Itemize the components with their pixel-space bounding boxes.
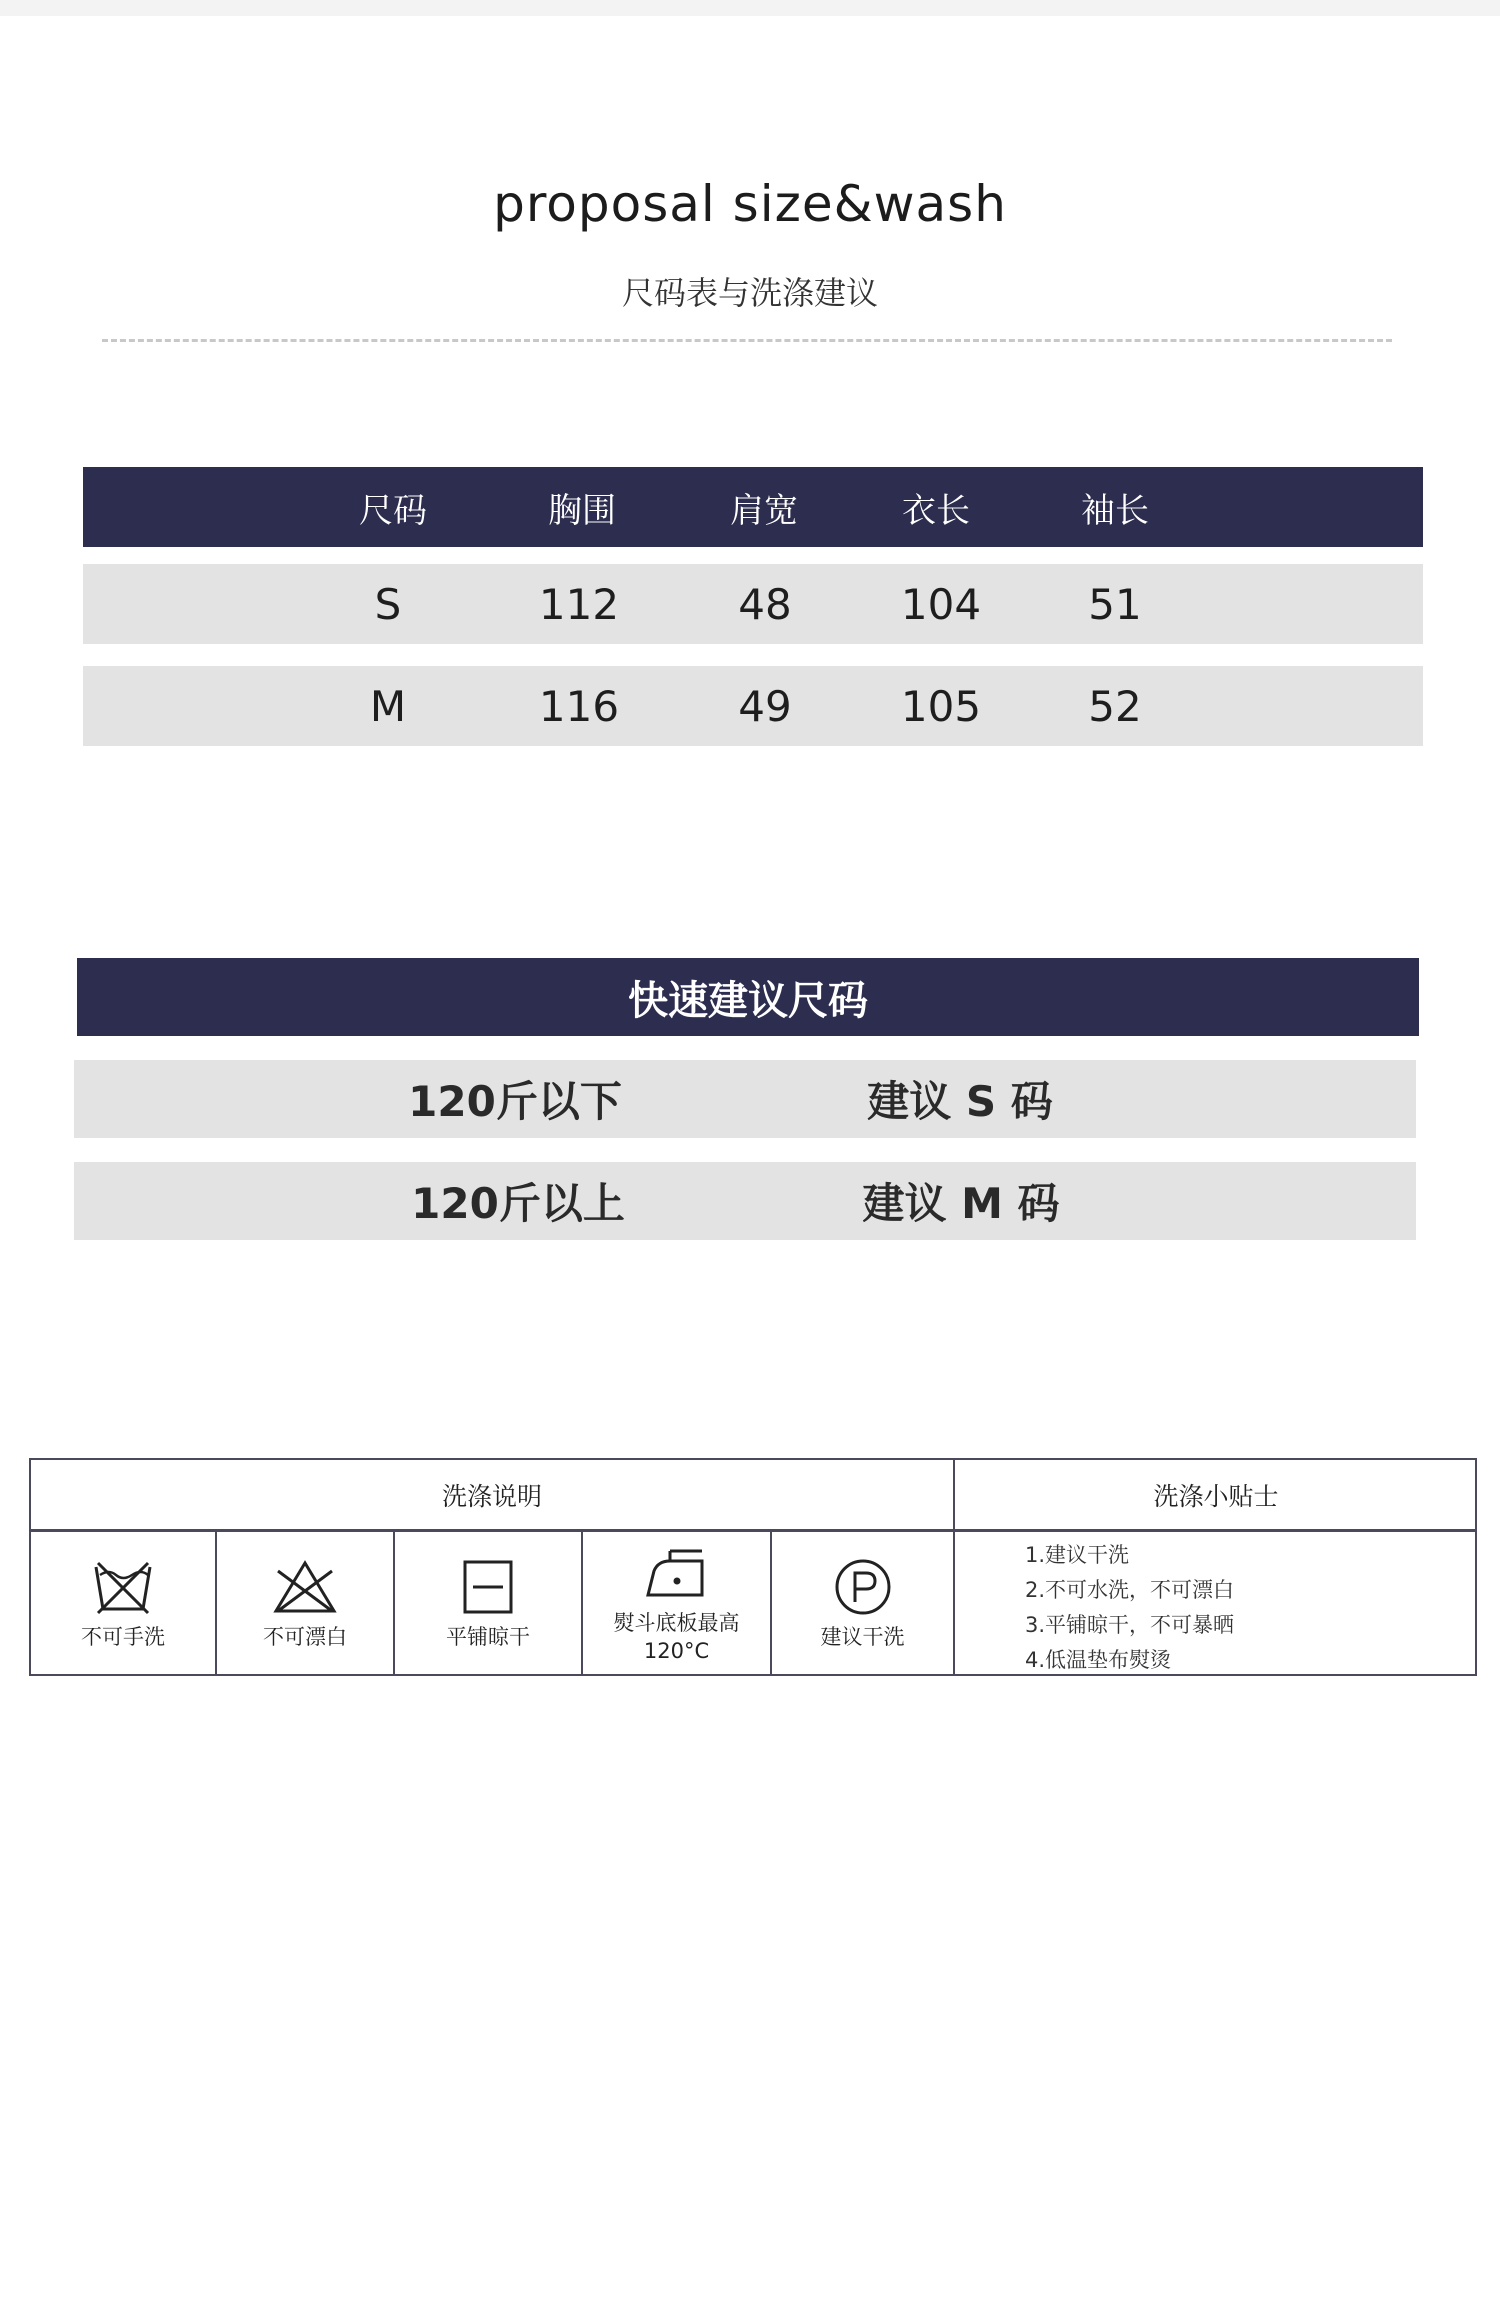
wash-tips-list xyxy=(1025,1538,1234,1678)
no-hand-wash-icon xyxy=(90,1557,156,1617)
dashed-divider xyxy=(102,339,1392,342)
table-row xyxy=(83,564,1423,644)
header-chest: 胸围 xyxy=(548,490,616,531)
top-strip xyxy=(0,0,1500,16)
header-length: 衣长 xyxy=(902,490,970,531)
header-shoulder: 肩宽 xyxy=(730,490,798,531)
table-cell: 51 xyxy=(1088,579,1142,629)
table-cell: 112 xyxy=(538,579,620,629)
wash-tip: 4.低温垫布熨烫 xyxy=(1025,1648,1172,1672)
wash-icon-label: 建议干洗 xyxy=(820,1625,905,1649)
table-cell: M xyxy=(369,681,407,731)
table-cell: S xyxy=(374,579,402,629)
wash-icon-cell xyxy=(772,1532,953,1676)
wash-instructions-title: 洗涤说明 xyxy=(441,1481,542,1511)
page-title: proposal size&wash xyxy=(493,175,1007,233)
wash-tip: 3.平铺晾干，不可暴晒 xyxy=(1025,1613,1235,1637)
wash-icon-label: 平铺晾干 xyxy=(446,1625,530,1649)
wash-icon-cell xyxy=(31,1532,215,1676)
quick-size-row xyxy=(74,1162,1416,1240)
quick-size-row xyxy=(74,1060,1416,1138)
wash-tips-title: 洗涤小贴士 xyxy=(1153,1481,1279,1511)
wash-tip: 2.不可水洗，不可漂白 xyxy=(1025,1578,1235,1602)
wash-tip: 1.建议干洗 xyxy=(1025,1543,1130,1567)
table-cell: 104 xyxy=(900,579,982,629)
weight-range: 120斤以下 xyxy=(408,1077,622,1126)
dry-clean-icon xyxy=(830,1557,896,1617)
no-bleach-icon xyxy=(272,1557,338,1617)
iron-icon xyxy=(644,1543,710,1603)
size-table-header xyxy=(83,467,1423,547)
header-size: 尺码 xyxy=(359,490,427,531)
quick-size-title: 快速建议尺码 xyxy=(77,958,1419,1036)
size-suggestion: 建议 S 码 xyxy=(867,1077,1053,1126)
table-row xyxy=(83,666,1423,746)
wash-icon-cell xyxy=(395,1532,581,1676)
weight-range: 120斤以上 xyxy=(411,1179,625,1228)
page-subtitle: 尺码表与洗涤建议 xyxy=(621,274,878,312)
table-cell: 48 xyxy=(738,579,792,629)
wash-icon-label: 熨斗底板最高 xyxy=(613,1611,740,1635)
wash-icon-cell xyxy=(583,1532,770,1676)
wash-icon-label: 不可手洗 xyxy=(81,1625,165,1649)
table-cell: 105 xyxy=(900,681,982,731)
dry-flat-icon xyxy=(455,1557,521,1617)
iron-temperature-label: 120°C xyxy=(643,1639,710,1663)
table-cell: 52 xyxy=(1088,681,1142,731)
table-cell: 116 xyxy=(538,681,620,731)
table-cell: 49 xyxy=(738,681,792,731)
wash-icon-label: 不可漂白 xyxy=(263,1625,347,1649)
size-suggestion: 建议 M 码 xyxy=(862,1179,1060,1228)
wash-icon-cell xyxy=(217,1532,393,1676)
wash-instructions-box xyxy=(29,1458,1477,1676)
header-sleeve: 袖长 xyxy=(1081,490,1149,531)
